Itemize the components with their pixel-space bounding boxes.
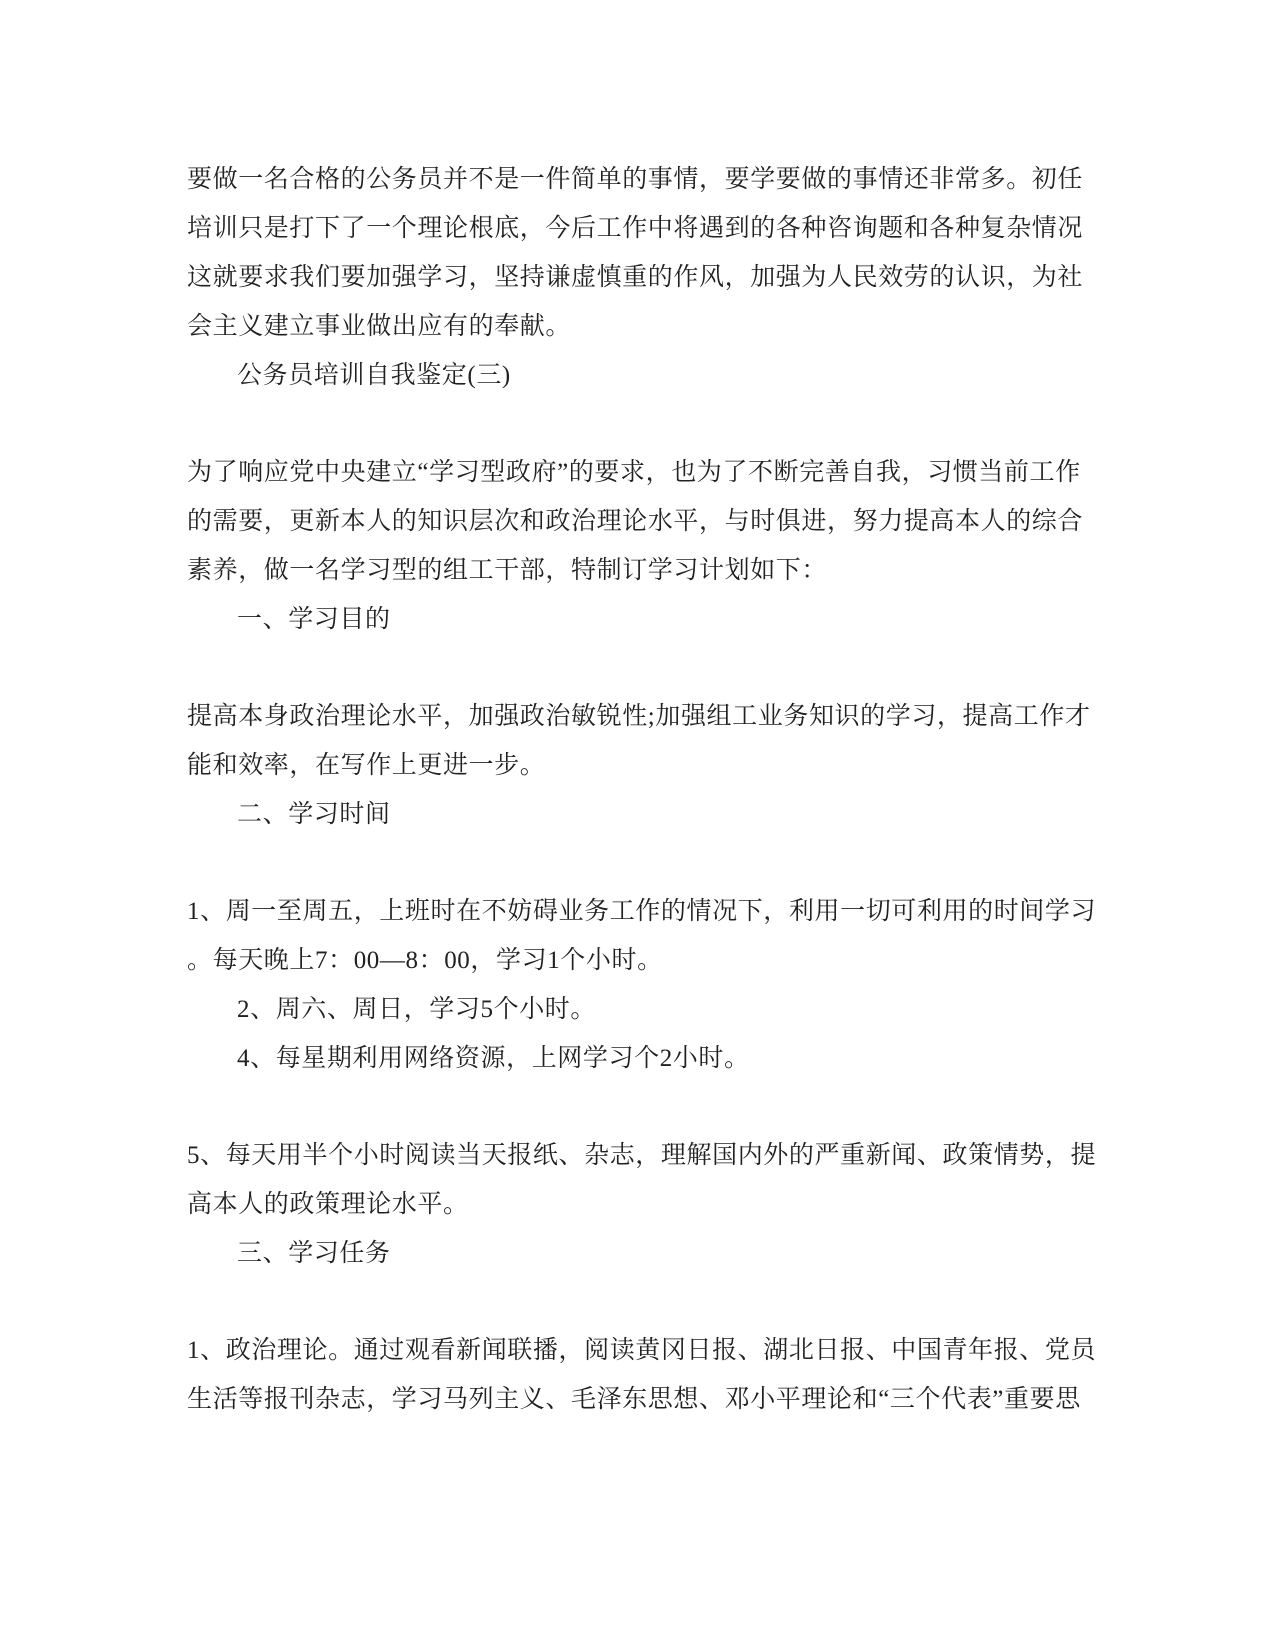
section-heading-study-purpose: 一、学习目的	[237, 606, 391, 633]
list-item-line: 1、周一至周五，上班时在不妨碍业务工作的情况下，利用一切可利用的时间学习	[187, 898, 1097, 925]
paragraph-line: 提高本身政治理论水平，加强政治敏锐性;加强组工业务知识的学习，提高工作才	[187, 703, 1091, 730]
paragraph-line: 为了响应党中央建立“学习型政府”的要求，也为了不断完善自我，习惯当前工作	[187, 459, 1081, 486]
paragraph-line: 能和效率，在写作上更进一步。	[187, 752, 546, 779]
section-title-heading: 公务员培训自我鉴定(三)	[237, 362, 511, 389]
section-heading-study-tasks: 三、学习任务	[237, 1240, 391, 1267]
list-item-line: 。每天晚上7：00—8：00，学习1个小时。	[187, 947, 663, 974]
list-item-line: 1、政治理论。通过观看新闻联播，阅读黄冈日报、湖北日报、中国青年报、党员	[187, 1337, 1097, 1364]
list-item-line: 生活等报刊杂志，学习马列主义、毛泽东思想、邓小平理论和“三个代表”重要思	[187, 1386, 1081, 1413]
section-heading-study-time: 二、学习时间	[237, 801, 391, 828]
paragraph-line: 素养，做一名学习型的组工干部，特制订学习计划如下：	[187, 557, 828, 584]
list-item-line: 高本人的政策理论水平。	[187, 1191, 469, 1218]
list-item-line: 4、每星期利用网络资源，上网学习个2小时。	[237, 1045, 750, 1072]
list-item-line: 5、每天用半个小时阅读当天报纸、杂志，理解国内外的严重新闻、政策情势，提	[187, 1142, 1097, 1169]
list-item-line: 2、周六、周日，学习5个小时。	[237, 996, 597, 1023]
paragraph-line: 的需要，更新本人的知识层次和政治理论水平，与时俱进，努力提高本人的综合	[187, 508, 1084, 535]
paragraph-line: 会主义建立事业做出应有的奉献。	[187, 313, 572, 340]
paragraph-line: 培训只是打下了一个理论根底，今后工作中将遇到的各种咨询题和各种复杂情况	[187, 215, 1084, 242]
paragraph-line: 要做一名合格的公务员并不是一件简单的事情，要学要做的事情还非常多。初任	[187, 166, 1084, 193]
paragraph-line: 这就要求我们要加强学习，坚持谦虚慎重的作风，加强为人民效劳的认识，为社	[187, 264, 1084, 291]
